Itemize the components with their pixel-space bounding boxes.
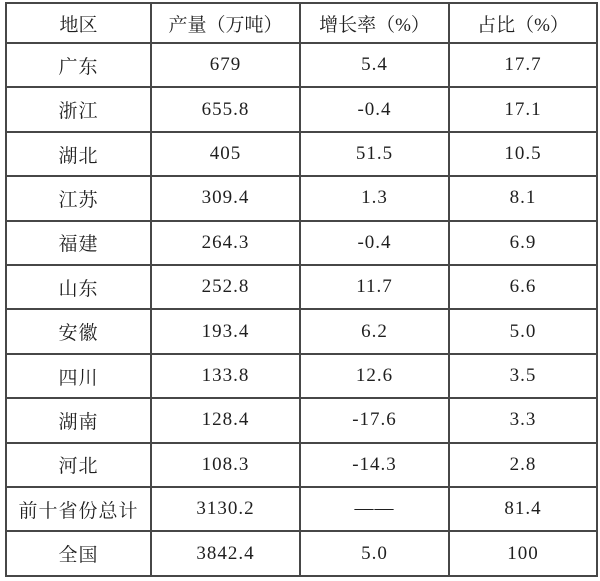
cell-region: 前十省份总计	[6, 487, 151, 531]
table-row-national-total	[6, 531, 597, 576]
cell-growth-rate: -0.4	[300, 87, 449, 131]
cell-growth-rate: 12.6	[300, 354, 449, 398]
cell-region: 广东	[6, 43, 151, 87]
cell-production: 679	[151, 43, 300, 87]
table-row	[6, 398, 597, 442]
cell-region: 四川	[6, 354, 151, 398]
cell-growth-rate: 11.7	[300, 265, 449, 309]
cell-growth-rate: ——	[300, 487, 449, 531]
cell-growth-rate: 1.3	[300, 176, 449, 220]
table-row	[6, 309, 597, 353]
cell-share: 81.4	[449, 487, 597, 531]
header-row	[6, 3, 597, 43]
production-stats-table	[5, 2, 598, 577]
cell-share: 6.6	[449, 265, 597, 309]
table-row	[6, 443, 597, 487]
column-header-growth-rate: 增长率（%）	[300, 3, 449, 43]
cell-production: 3842.4	[151, 531, 300, 576]
column-header-share: 占比（%）	[449, 3, 597, 43]
cell-production: 128.4	[151, 398, 300, 442]
column-header-production: 产量（万吨）	[151, 3, 300, 43]
table-row	[6, 43, 597, 87]
cell-region: 福建	[6, 221, 151, 265]
cell-share: 6.9	[449, 221, 597, 265]
cell-region: 湖北	[6, 132, 151, 176]
cell-share: 17.7	[449, 43, 597, 87]
cell-share: 3.5	[449, 354, 597, 398]
table-row	[6, 87, 597, 131]
cell-growth-rate: 51.5	[300, 132, 449, 176]
cell-region: 安徽	[6, 309, 151, 353]
cell-growth-rate: 5.4	[300, 43, 449, 87]
table-row-top-ten-total	[6, 487, 597, 531]
cell-region: 江苏	[6, 176, 151, 220]
table-row	[6, 354, 597, 398]
table-row	[6, 221, 597, 265]
cell-share: 8.1	[449, 176, 597, 220]
cell-region: 湖南	[6, 398, 151, 442]
cell-production: 309.4	[151, 176, 300, 220]
cell-region: 浙江	[6, 87, 151, 131]
cell-production: 655.8	[151, 87, 300, 131]
cell-region: 河北	[6, 443, 151, 487]
cell-production: 405	[151, 132, 300, 176]
cell-production: 252.8	[151, 265, 300, 309]
cell-share: 3.3	[449, 398, 597, 442]
cell-growth-rate: -14.3	[300, 443, 449, 487]
cell-production: 264.3	[151, 221, 300, 265]
cell-production: 193.4	[151, 309, 300, 353]
table-row	[6, 132, 597, 176]
column-header-region: 地区	[6, 3, 151, 43]
cell-region: 全国	[6, 531, 151, 576]
cell-share: 10.5	[449, 132, 597, 176]
cell-region: 山东	[6, 265, 151, 309]
cell-production: 3130.2	[151, 487, 300, 531]
cell-share: 17.1	[449, 87, 597, 131]
cell-growth-rate: 6.2	[300, 309, 449, 353]
cell-share: 100	[449, 531, 597, 576]
table-row	[6, 176, 597, 220]
cell-share: 5.0	[449, 309, 597, 353]
cell-production: 108.3	[151, 443, 300, 487]
cell-production: 133.8	[151, 354, 300, 398]
table-row	[6, 265, 597, 309]
cell-growth-rate: 5.0	[300, 531, 449, 576]
cell-growth-rate: -0.4	[300, 221, 449, 265]
cell-share: 2.8	[449, 443, 597, 487]
cell-growth-rate: -17.6	[300, 398, 449, 442]
